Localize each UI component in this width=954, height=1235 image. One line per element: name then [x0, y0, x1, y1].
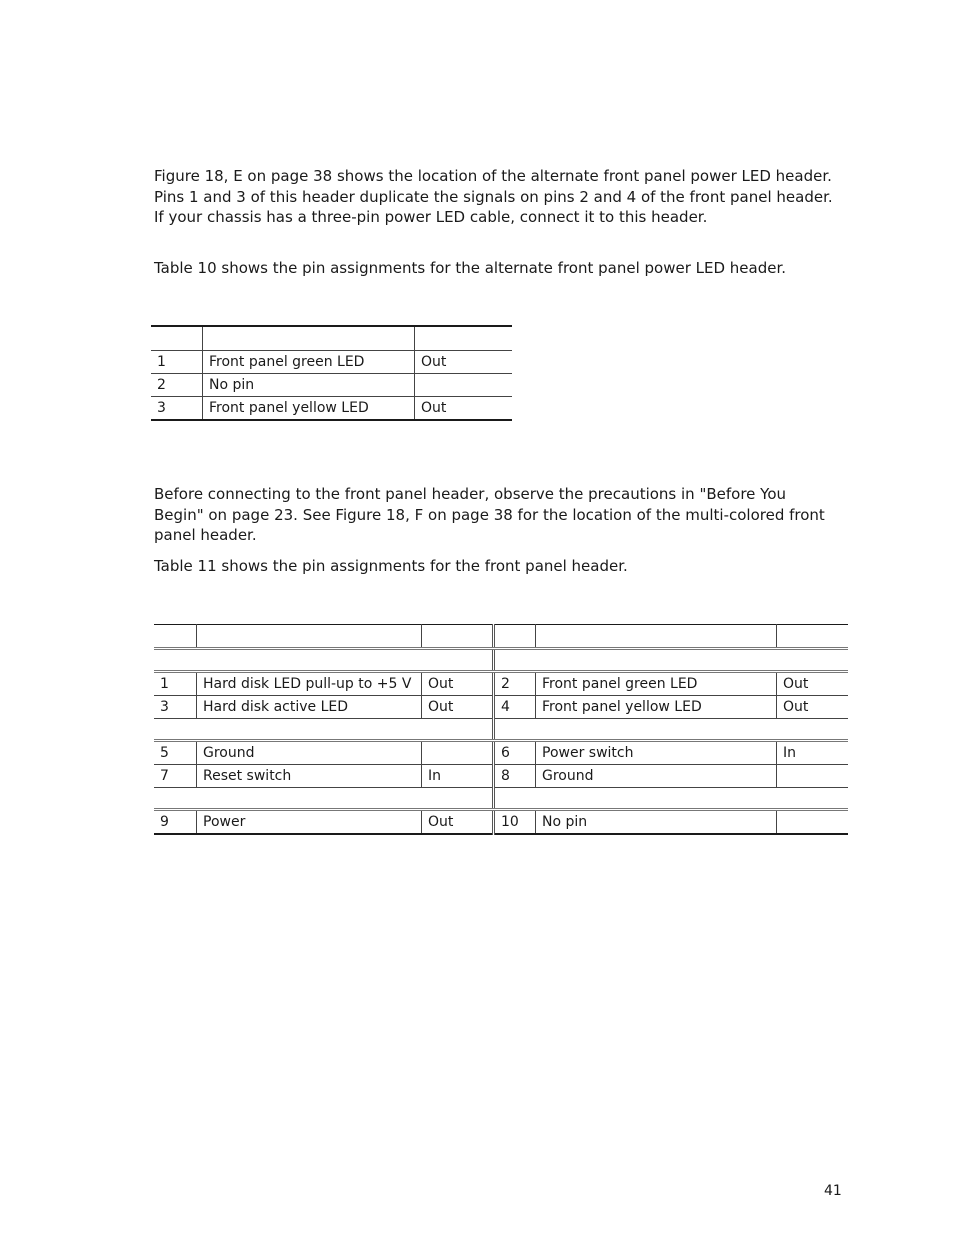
signal-cell: Ground: [536, 765, 777, 788]
pin-cell: 6: [494, 741, 536, 765]
pin-cell: 2: [151, 374, 203, 397]
io-cell: Out: [422, 672, 494, 696]
table-row: [154, 696, 848, 719]
signal-cell: Power: [197, 810, 422, 835]
front-panel-intro-paragraph: Before connecting to the front panel header, observe the precautions in "Before You Begin" on page 23. See Figure 18, F on page 38 for the location of the multi-colored front panel header.: [154, 485, 825, 544]
signal-cell: Hard disk LED pull-up to +5 V: [197, 672, 422, 696]
io-cell: [777, 810, 849, 835]
io-cell: Out: [415, 351, 513, 374]
signal-cell: Ground: [197, 741, 422, 765]
group-header-row: [154, 788, 848, 810]
group-header-row: [154, 649, 848, 672]
pin-cell: 10: [494, 810, 536, 835]
signal-cell: Reset switch: [197, 765, 422, 788]
signal-cell: Power switch: [536, 741, 777, 765]
io-cell: Out: [422, 810, 494, 835]
signal-cell: Front panel yellow LED: [536, 696, 777, 719]
io-cell: Out: [777, 672, 849, 696]
pin-cell: 9: [160, 814, 169, 830]
signal-cell: Front panel green LED: [203, 351, 415, 374]
alt-header-intro-paragraph: Figure 18, E on page 38 shows the location of the alternate front panel power LED header. Pins 1 and 3 of this header duplicate the signals on pins 2 and 4 of the front panel header. If your chassis has a three-pin power LED cable, connect it to this header.: [154, 167, 833, 226]
pin-cell: 1: [151, 351, 203, 374]
pin-cell: 4: [494, 696, 536, 719]
signal-cell: No pin: [203, 374, 415, 397]
table-row: [154, 672, 848, 696]
io-cell: In: [777, 741, 849, 765]
table-11-front-panel-pins: [154, 624, 848, 835]
io-cell: [415, 374, 513, 397]
pin-cell: 2: [494, 672, 536, 696]
table-header-row: [151, 326, 512, 351]
table10-intro-paragraph: Table 10 shows the pin assignments for the alternate front panel power LED header.: [154, 259, 787, 277]
pin-cell: 7: [154, 765, 197, 788]
io-cell: Out: [422, 696, 494, 719]
table-row: [154, 810, 848, 835]
pin-cell: 5: [154, 741, 197, 765]
table-10-alt-power-led-pins: [151, 325, 512, 421]
page-number: 41: [824, 1183, 842, 1199]
signal-cell: Front panel yellow LED: [203, 397, 415, 421]
io-cell: [777, 765, 849, 788]
table-row: [154, 765, 848, 788]
pin-cell: 3: [157, 400, 166, 416]
group-header-row: [154, 719, 848, 741]
signal-cell: Front panel green LED: [536, 672, 777, 696]
table-header-row: [154, 625, 848, 649]
pin-cell: 3: [154, 696, 197, 719]
table-row: [154, 741, 848, 765]
pin-cell: 1: [154, 672, 197, 696]
table-row: [151, 374, 512, 397]
table-row: [151, 351, 512, 374]
signal-cell: No pin: [536, 810, 777, 835]
io-cell: Out: [777, 696, 849, 719]
io-cell: Out: [415, 397, 513, 421]
table-row: [151, 397, 512, 421]
io-cell: In: [422, 765, 494, 788]
signal-cell: Hard disk active LED: [197, 696, 422, 719]
io-cell: [422, 741, 494, 765]
table11-intro-paragraph: Table 11 shows the pin assignments for the front panel header.: [154, 557, 628, 575]
pin-cell: 8: [494, 765, 536, 788]
